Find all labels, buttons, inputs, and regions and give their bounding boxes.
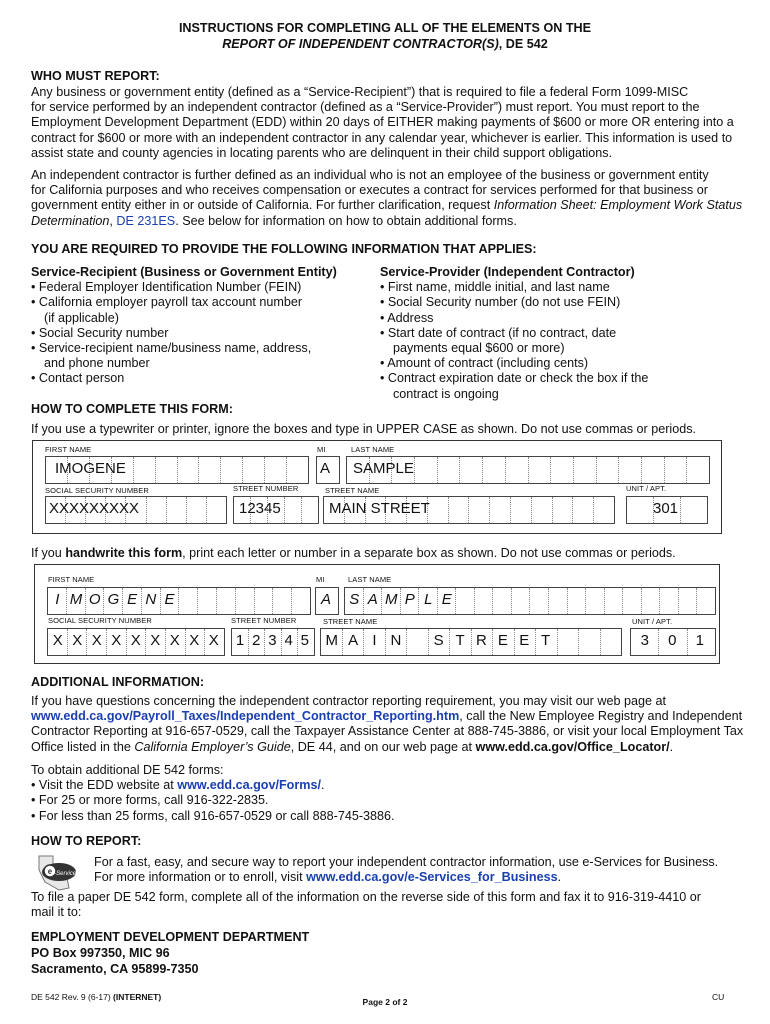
typed-instructions: If you use a typewriter or printer, ignore the boxes and type in UPPER CASE as shown. Do not use commas or periods.: [31, 422, 696, 436]
address-line: PO Box 997350, MIC 96: [31, 946, 170, 960]
list-item: • California employer payroll tax account number: [31, 295, 303, 310]
who-p1-line: for service performed by an independent contractor (defined as a “Service-Provider”) must report. You must report to the: [31, 100, 700, 115]
ssn-value: XXXXXXXXX: [49, 500, 140, 517]
hw-last-name-value: S A M P L E: [349, 591, 452, 608]
label-unit: UNIT / APT.: [632, 617, 673, 626]
mi-value: A: [320, 460, 331, 477]
label-last-name: LAST NAME: [351, 445, 395, 454]
footer-code: CU: [712, 992, 725, 1002]
list-item: • For less than 25 forms, call 916-657-0529 or call 888-745-3886.: [31, 808, 395, 823]
mailing-address: [31, 929, 309, 977]
who-p2-line: Determination, DE 231ES. See below for information on how to obtain additional forms.: [31, 213, 517, 228]
list-item: contract is ongoing: [393, 386, 499, 401]
label-mi: MI: [316, 575, 325, 584]
street-number-value: 12345: [239, 500, 281, 517]
address-line: Sacramento, CA 95899-7350: [31, 962, 199, 976]
form-number: , DE 542: [498, 37, 548, 51]
paper-instructions: [31, 890, 746, 920]
service-recipient-list: [31, 265, 337, 387]
additional-heading: ADDITIONAL INFORMATION:: [31, 675, 205, 689]
page-number: Page 2 of 2: [362, 997, 408, 1007]
unit-value: 301: [653, 500, 679, 517]
typed-sample-box: [32, 440, 722, 534]
who-p2-line: An independent contractor is further defined as an individual who is not an employee of the business or government entity: [31, 168, 709, 182]
hw-mi-value: A: [320, 591, 331, 608]
list-item: • Contract expiration date or check the box if the: [380, 371, 649, 386]
svg-text:e: e: [47, 867, 53, 876]
report-heading: HOW TO REPORT:: [31, 834, 142, 848]
label-first-name: FIRST NAME: [48, 575, 95, 584]
who-p1-line: assist state and county agencies in locating parents who are delinquent in their child support obligations.: [31, 145, 613, 160]
list-item: (if applicable): [44, 310, 119, 325]
label-ssn: SOCIAL SECURITY NUMBER: [48, 616, 152, 625]
de231es-link[interactable]: DE 231ES: [116, 213, 176, 228]
required-heading: YOU ARE REQUIRED TO PROVIDE THE FOLLOWING INFORMATION THAT APPLIES:: [31, 242, 537, 256]
office-locator-link[interactable]: www.edd.ca.gov/Office_Locator/: [475, 739, 670, 754]
info-sheet-title: Information Sheet: Employment Work Status: [493, 198, 743, 213]
report-online: [94, 855, 744, 885]
first-name-value: IMOGENE: [55, 460, 126, 477]
form-name: REPORT OF INDEPENDENT CONTRACTOR(S): [222, 37, 499, 51]
list-item: • Social Security number (do not use FEIN): [380, 295, 621, 310]
list-item: • For 25 or more forms, call 916-322-2835.: [31, 793, 269, 808]
list-item: • Amount of contract (including cents): [380, 356, 589, 371]
last-name-value: SAMPLE: [353, 460, 414, 477]
service-recipient-title: Service-Recipient (Business or Government Entity): [31, 265, 337, 279]
e-services-logo: [33, 852, 85, 894]
additional-line: Office listed in the California Employer’s Guide, DE 44, and on our web page at www.edd.ca.gov/Office_Locator/.: [31, 739, 674, 754]
label-street-name: STREET NAME: [325, 486, 380, 495]
street-name-value: MAIN STREET: [329, 500, 430, 517]
hw-street-number-value: 1 2 3 4 5: [235, 632, 310, 649]
list-item: • Contact person: [31, 371, 125, 386]
additional-line: Contractor Reporting at 916-657-0529, call the Taxpayer Assistance Center at 888-745-3886, or visit your local Employment Tax: [31, 724, 744, 739]
hw-unit-value: 3 0 1: [640, 632, 704, 649]
additional-line: www.edd.ca.gov/Payroll_Taxes/Independent_Contractor_Reporting.htm, call the New Employee Registry and Independent: [31, 709, 743, 724]
list-item: • Social Security number: [31, 325, 169, 340]
forms-link[interactable]: www.edd.ca.gov/Forms/: [177, 778, 321, 793]
list-item: payments equal $600 or more): [393, 341, 565, 356]
handwrite-instructions: If you handwrite this form, print each letter or number in a separate box as shown. Do not use commas or periods.: [31, 546, 676, 560]
obtain-intro: To obtain additional DE 542 forms:: [31, 763, 224, 777]
list-item: • Service-recipient name/business name, address,: [31, 341, 312, 356]
additional-paragraph: [31, 694, 746, 755]
contractor-reporting-link[interactable]: www.edd.ca.gov/Payroll_Taxes/Independent_Contractor_Reporting.htm: [31, 709, 460, 724]
doc-title-line1: INSTRUCTIONS FOR COMPLETING ALL OF THE ELEMENTS ON THE: [178, 21, 592, 35]
list-item: and phone number: [44, 356, 150, 371]
e-services-link[interactable]: www.edd.ca.gov/e-Services_for_Business: [306, 870, 558, 885]
label-ssn: SOCIAL SECURITY NUMBER: [45, 486, 149, 495]
additional-line: If you have questions concerning the independent contractor reporting requirement, you may visit our web page at: [31, 694, 666, 708]
paper-line: mail it to:: [31, 905, 82, 920]
report-line: For more information or to enroll, visit www.edd.ca.gov/e-Services_for_Business.: [94, 870, 562, 885]
label-street-number: STREET NUMBER: [231, 616, 297, 625]
service-provider-title: Service-Provider (Independent Contractor): [380, 265, 635, 279]
paper-line: To file a paper DE 542 form, complete all of the information on the reverse side of this form and fax it to 916-319-4410 or: [31, 890, 701, 904]
list-item: • Start date of contract (if no contract, date: [380, 325, 617, 340]
service-provider-list: [380, 265, 648, 402]
who-p1-line: contract for $600 or more with an independent contractor in any calendar year, whichever is earlier. This information is used to: [31, 130, 733, 145]
label-street-number: STREET NUMBER: [233, 484, 299, 493]
who-p1-line: Any business or government entity (defined as a “Service-Recipient”) that is required to file a federal Form 1099-MISC: [31, 85, 689, 99]
address-line: EMPLOYMENT DEVELOPMENT DEPARTMENT: [31, 930, 310, 944]
label-last-name: LAST NAME: [348, 575, 392, 584]
logo-text: e-Services: [50, 871, 80, 877]
label-first-name: FIRST NAME: [45, 445, 92, 454]
who-p1-line: Employment Development Department (EDD) within 20 days of EITHER making payments of $600 or more OR entering into a: [31, 115, 734, 130]
obtain-forms: [31, 763, 746, 824]
list-item: • Visit the EDD website at www.edd.ca.gov/Forms/.: [31, 778, 325, 793]
handwritten-sample-box: [34, 564, 720, 664]
hw-street-name-value: M A I N S T R E E T: [325, 632, 551, 649]
hw-first-name-value: I M O G E N E: [55, 591, 175, 608]
howto-heading: HOW TO COMPLETE THIS FORM:: [31, 402, 233, 416]
label-unit: UNIT / APT.: [626, 484, 667, 493]
hw-ssn-value: X X X X X X X X X: [52, 632, 219, 649]
doc-title-line2: [0, 37, 770, 52]
who-paragraph-2: [31, 168, 746, 229]
who-p2-line: government entity either in or outside of California. For further clarification, request Information Sheet: Employment Work Status: [31, 198, 743, 213]
list-item: • First name, middle initial, and last name: [380, 280, 610, 295]
who-heading: WHO MUST REPORT:: [31, 69, 160, 83]
list-item: • Federal Employer Identification Number (FEIN): [31, 280, 302, 295]
label-street-name: STREET NAME: [323, 617, 378, 626]
list-item: • Address: [380, 310, 434, 325]
form-revision: DE 542 Rev. 9 (6-17) (INTERNET): [31, 992, 162, 1002]
who-paragraph-1: [31, 85, 746, 161]
report-line: For a fast, easy, and secure way to report your independent contractor information, use e-Services for Business.: [94, 855, 719, 869]
label-mi: MI: [317, 445, 326, 454]
who-p2-line: for California purposes and who receives compensation or executes a contract for services performed for that business or: [31, 183, 708, 198]
